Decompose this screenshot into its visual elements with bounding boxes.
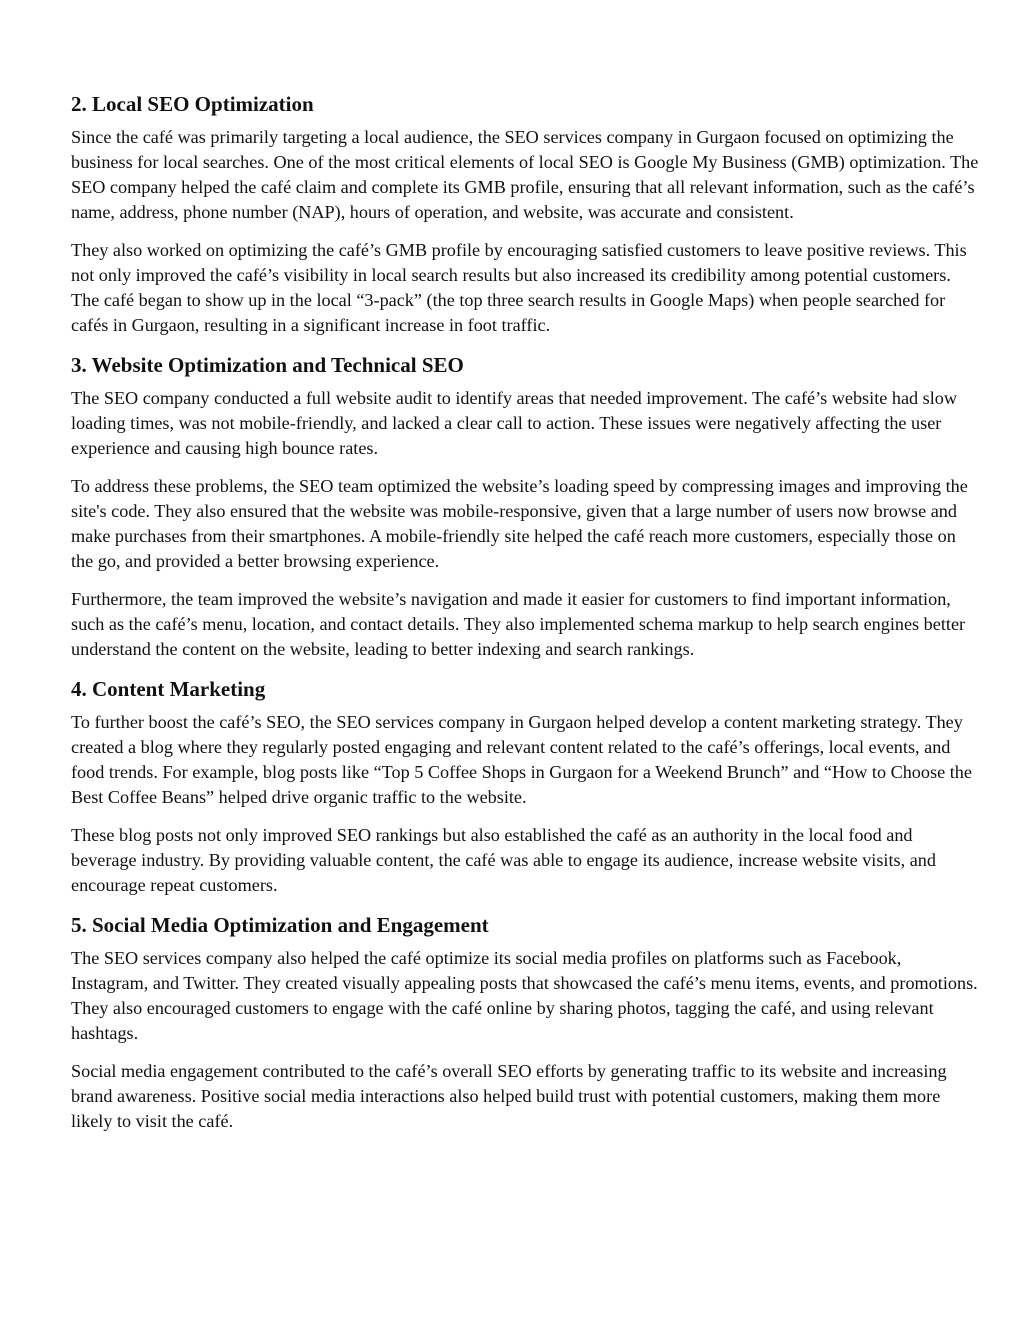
section-local-seo	[71, 90, 981, 338]
section-social-media	[71, 911, 981, 1134]
document-page	[71, 90, 981, 1147]
section-heading: 3. Website Optimization and Technical SEO	[71, 353, 464, 377]
paragraph: The SEO services company also helped the café optimize its social media profiles on platforms such as Facebook, Instagram, and Twitter. They created visually appealing posts that showcased the café’s menu items, events, and promotions. They also encouraged customers to engage with the café online by sharing photos, tagging the café, and using relevant hashtags.	[71, 948, 978, 1043]
paragraph: Furthermore, the team improved the website’s navigation and made it easier for customers to find important information, such as the café’s menu, location, and contact details. They also implemented schema markup to help search engines better understand the content on the website, leading to better indexing and search rankings.	[71, 589, 966, 659]
section-website-optimization	[71, 351, 981, 662]
section-content-marketing	[71, 675, 981, 898]
section-heading: 4. Content Marketing	[71, 677, 266, 701]
paragraph: To address these problems, the SEO team optimized the website’s loading speed by compressing images and improving the site's code. They also ensured that the website was mobile-responsive, given that a large number of users now browse and make purchases from their smartphones. A mobile-friendly site helped the café reach more customers, especially those on the go, and provided a better browsing experience.	[71, 476, 968, 571]
paragraph: To further boost the café’s SEO, the SEO services company in Gurgaon helped develop a content marketing strategy. They created a blog where they regularly posted engaging and relevant content related to the café’s offerings, local events, and food trends. For example, blog posts like “Top 5 Coffee Shops in Gurgaon for a Weekend Brunch” and “How to Choose the Best Coffee Beans” helped drive organic traffic to the website.	[71, 712, 972, 807]
paragraph: They also worked on optimizing the café’s GMB profile by encouraging satisfied customers to leave positive reviews. This not only improved the café’s visibility in local search results but also increased its credibility among potential customers. The café began to show up in the local “3-pack” (the top three search results in Google Maps) when people searched for cafés in Gurgaon, resulting in a significant increase in foot traffic.	[71, 240, 967, 335]
paragraph: The SEO company conducted a full website audit to identify areas that needed improvement. The café’s website had slow loading times, was not mobile-friendly, and lacked a clear call to action. These issues were negatively affecting the user experience and causing high bounce rates.	[71, 388, 958, 458]
paragraph: Since the café was primarily targeting a local audience, the SEO services company in Gurgaon focused on optimizing the business for local searches. One of the most critical elements of local SEO is Google My Business (GMB) optimization. The SEO company helped the café claim and complete its GMB profile, ensuring that all relevant information, such as the café’s name, address, phone number (NAP), hours of operation, and website, was accurate and consistent.	[71, 127, 979, 222]
section-heading: 2. Local SEO Optimization	[71, 92, 314, 116]
paragraph: Social media engagement contributed to the café’s overall SEO efforts by generating traffic to its website and increasing brand awareness. Positive social media interactions also helped build trust with potential customers, making them more likely to visit the café.	[71, 1061, 947, 1131]
section-heading: 5. Social Media Optimization and Engagement	[71, 913, 489, 937]
paragraph: These blog posts not only improved SEO rankings but also established the café as an authority in the local food and beverage industry. By providing valuable content, the café was able to engage its audience, increase website visits, and encourage repeat customers.	[71, 825, 936, 895]
